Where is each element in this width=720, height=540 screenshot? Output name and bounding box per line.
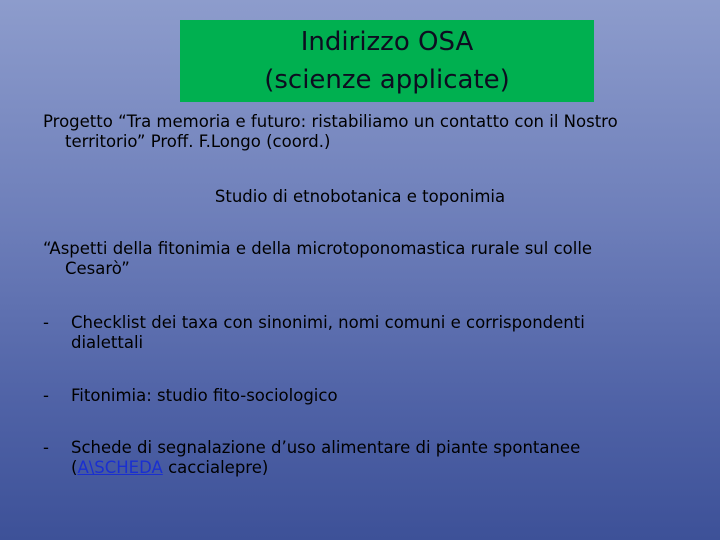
bullet-line-2: dialettali xyxy=(71,333,144,352)
bullet-item-checklist xyxy=(43,313,703,357)
subtitle: Studio di etnobotanica e toponimia xyxy=(214,187,506,206)
aspects-line-2: Cesarò” xyxy=(65,259,130,278)
bullet-dash: - xyxy=(43,313,49,332)
project-description xyxy=(43,112,703,152)
paren-open: ( xyxy=(71,458,78,477)
title-line-1: Indirizzo OSA xyxy=(300,27,474,57)
scheda-link[interactable]: A\SCHEDA xyxy=(77,458,163,477)
link-suffix: caccialepre) xyxy=(162,458,269,477)
aspects-line-1: “Aspetti della fitonimia e della microtoponomastica rurale sul colle xyxy=(43,239,593,258)
aspects-title xyxy=(43,239,703,279)
bullet-text xyxy=(71,313,585,353)
bullet-line-2 xyxy=(71,458,580,478)
title-box xyxy=(180,20,594,102)
bullet-text xyxy=(71,438,580,478)
bullet-text xyxy=(71,386,338,406)
bullet-line-1: Fitonimia: studio fito-sociologico xyxy=(71,386,338,405)
project-line-1: Progetto “Tra memoria e futuro: ristabiliamo un contatto con il Nostro xyxy=(43,112,618,131)
bullet-item-fitonimia xyxy=(43,386,703,408)
project-line-2: territorio” Proff. F.Longo (coord.) xyxy=(65,132,331,151)
bullet-line-1: Checklist dei taxa con sinonimi, nomi comuni e corrispondenti xyxy=(71,313,585,332)
bullet-line-1: Schede di segnalazione d’uso alimentare di piante spontanee xyxy=(71,438,581,457)
title-line-2: (scienze applicate) xyxy=(264,65,510,95)
bullet-dash: - xyxy=(43,438,49,457)
bullet-dash: - xyxy=(43,386,49,405)
bullet-item-schede xyxy=(43,438,703,482)
